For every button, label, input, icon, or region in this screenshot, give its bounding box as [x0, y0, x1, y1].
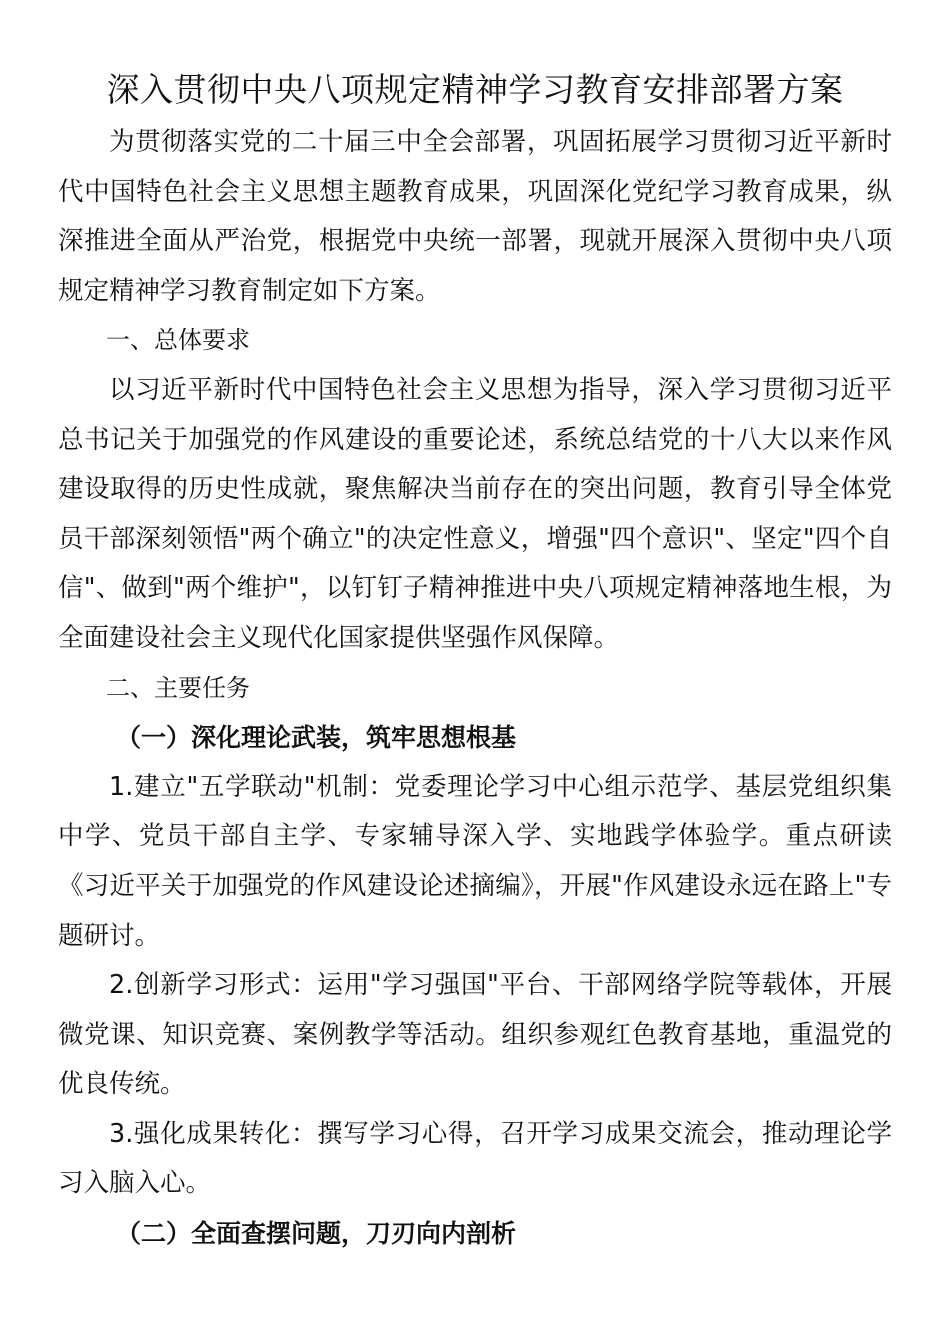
task-item-1: 1.建立"五学联动"机制：党委理论学习中心组示范学、基层党组织集中学、党员干部自主学、专家辅导深入学、实地践学体验学。重点研读《习近平关于加强党的作风建设论述摘编》，开展"作风建设永远在路上"专题研讨。 [58, 771, 892, 951]
task-item-2: 2.创新学习形式：运用"学习强国"平台、干部网络学院等载体，开展微党课、知识竞赛、案例教学等活动。组织参观红色教育基地，重温党的优良传统。 [58, 970, 892, 1100]
subsection-1-heading: （一）深化理论武装，筑牢思想根基 [116, 723, 517, 753]
section-1-heading: 一、总体要求 [106, 326, 250, 355]
subsection-2-heading: （二）全面查摆问题，刀刃向内剖析 [116, 1219, 517, 1249]
section-2-heading: 二、主要任务 [106, 673, 250, 702]
intro-paragraph: 为贯彻落实党的二十届三中全会部署，巩固拓展学习贯彻习近平新时代中国特色社会主义思想主题教育成果，巩固深化党纪学习教育成果，纵深推进全面从严治党，根据党中央统一部署，现就开展深入贯彻中央八项规定精神学习教育制定如下方案。 [58, 127, 892, 306]
section-1-body: 以习近平新时代中国特色社会主义思想为指导，深入学习贯彻习近平总书记关于加强党的作风建设的重要论述，系统总结党的十八大以来作风建设取得的历史性成就，聚焦解决当前存在的突出问题，教育引导全体党员干部深刻领悟"两个确立"的决定性意义，增强"四个意识"、坚定"四个自信"、做到"两个维护"，以钉钉子精神推进中央八项规定精神落地生根，为全面建设社会主义现代化国家提供坚强作风保障。 [58, 374, 892, 653]
document-title: 深入贯彻中央八项规定精神学习教育安排部署方案 [106, 70, 844, 109]
task-item-3: 3.强化成果转化：撰写学习心得，召开学习成果交流会，推动理论学习入脑入心。 [58, 1118, 892, 1199]
